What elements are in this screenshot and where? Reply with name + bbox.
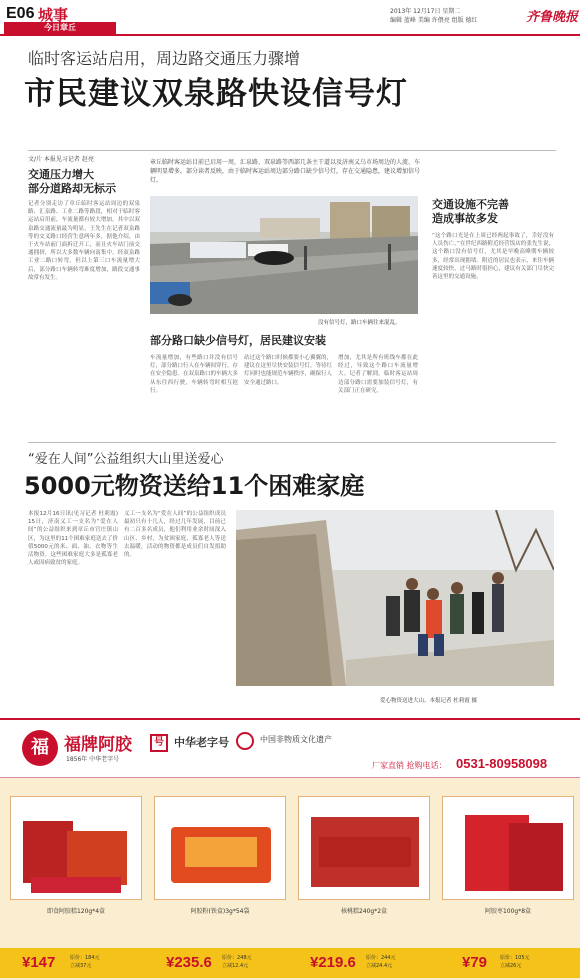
section-title: 城事 <box>38 6 69 24</box>
heritage-title: 中国非物质文化遗产 <box>260 735 332 744</box>
article1-column-4: 增加，尤其是所有班线车都在此经过，导致这个路口车流量增大。记者了解到，临时客运站周边部分路口需要加装信号灯，有关部门正在研究。 <box>338 355 418 394</box>
old-price: 原价：105元 <box>500 955 530 961</box>
page-number: E06 <box>6 5 35 22</box>
product-box-icon <box>11 797 142 900</box>
article2-column-1: 本报12月16日讯(见习记者 杜莉霞) 15日，济南义工一支名为“爱在人间”的公益组织来到章丘市官庄镇山区，为这里的11个困难家庭送去了价值5000元的米、面、油、衣物等生活物资。这些困难家庭大多是孤寡老人或因病致贫的家庭。 <box>28 511 118 567</box>
article2-kicker: “爱在人间”公益组织大山里送爱心 <box>28 452 224 467</box>
article2-column-2: 义工一支名为“爱在人间”的公益组织成员最初只有十几人，经过几年发展，目前已有二百多名成员，他们利用业余时间深入山区、乡村，为贫困家庭、孤寡老人等送去温暖，活动的物资都是成员们自发捐助的。 <box>124 511 226 559</box>
product-old-price-1 <box>70 954 100 970</box>
article1-column-3: 站过这个路口时候都要小心翼翼的，建议在这里尽快安装信号灯，等待红灯同时也能规范车辆秩序，确保行人安全通过路口。 <box>244 355 332 386</box>
product-gift-icon <box>299 797 430 900</box>
brand-subtitle: 1856年 中华老字号 <box>66 756 120 763</box>
divider <box>28 442 556 443</box>
issue-weekday: 星期二 <box>442 8 461 15</box>
article1-kicker: 临时客运站启用，周边路交通压力骤增 <box>28 49 301 68</box>
article1-subhead-1: 交通压力增大 部分道路却无标示 <box>28 168 116 195</box>
page-header <box>0 0 580 36</box>
brand-seal-icon: 福 <box>22 730 58 766</box>
product-price-4: ¥79 <box>462 954 488 971</box>
product-image-1 <box>10 796 142 900</box>
divider <box>28 150 556 151</box>
article2-headline: 5000元物资送给11个困难家庭 <box>24 472 365 500</box>
product-price-1: ¥147 <box>22 954 56 971</box>
product-old-price-3 <box>366 954 396 970</box>
article1-column-2: 车流量增加，有些路口并没有信号灯，部分路口行人在车辆间穿行，存在安全隐患。在双泉路口的车辆大多从东往西行驶，车辆转弯时相互抢行。 <box>150 355 238 394</box>
product-old-price-4 <box>500 954 530 970</box>
old-price: 原价：244元 <box>366 955 396 961</box>
article1-headline: 市民建议双泉路快设信号灯 <box>24 76 408 112</box>
hotline-label: 厂家直销 抢购电话： <box>372 761 447 770</box>
discount: 立减24.4元 <box>366 963 393 969</box>
product-bag-icon <box>443 797 574 900</box>
old-price: 原价：184元 <box>70 955 100 961</box>
laozihao-title: 中华老字号 <box>174 736 229 749</box>
volunteers-image <box>236 510 554 686</box>
advertisement <box>0 718 580 980</box>
issue-date: 2013年 12月17日 <box>390 8 441 15</box>
staff-credits: 编辑 蓝峰 美编 许偎亮 组版 德红 <box>390 17 478 24</box>
issue-meta <box>390 7 520 25</box>
product-old-price-2 <box>222 954 252 970</box>
newspaper-logo: 齐鲁晚报 <box>526 10 579 25</box>
article1-byline: 文/片 本报见习记者 赵亮 <box>28 156 94 163</box>
hotline-number: 0531-80958098 <box>456 756 548 771</box>
old-price: 原价：248元 <box>222 955 252 961</box>
heritage-logo-icon <box>236 732 254 750</box>
discount: 立减26元 <box>500 963 522 969</box>
article1-column-5: “这个路口光是在上周已经两起事故了，幸好没有人员伤亡。”在世纪西路附近经营饭店的张先生说，这个路口没有信号灯，尤其是早晚高峰期车辆较多，经常出现拥堵。附近的居民也表示，来往车辆速度较快，过马路时很担心，建议有关部门尽快完善这里的交通设施。 <box>432 233 554 281</box>
ad-header <box>0 720 580 778</box>
product-image-2 <box>154 796 286 900</box>
article1-lead: 章丘临时客运站目前已启用一周，汇泉路、双泉路等西部几条主干道以及济南义乌市场周边的人流、车辆明显增多，部分读者反映，由于临时客运站周边部分路口缺少信号灯，存在交通隐患，建议增加信号灯。 <box>150 159 420 184</box>
product-image-3 <box>298 796 430 900</box>
product-name-3: 核桃糕240g*2盒 <box>340 908 388 915</box>
heritage-mark-icon: 号 <box>150 734 168 752</box>
discount: 立减12.4元 <box>222 963 249 969</box>
article2-photo-caption: 爱心物资送进大山。本报记者 杜莉霞 摄 <box>380 698 477 704</box>
product-name-4: 阿胶枣100g*8盒 <box>484 908 532 915</box>
article1-photo <box>150 196 418 314</box>
discount: 立减37元 <box>70 963 92 969</box>
product-price-3: ¥219.6 <box>310 954 356 971</box>
brand-name: 福牌阿胶 <box>64 735 132 755</box>
article1-photo-caption: 没有信号灯，路口车辆往来混乱。 <box>318 320 401 326</box>
article1-subhead-2: 部分路口缺少信号灯，居民建议安装 <box>150 334 326 347</box>
product-tin-icon <box>155 797 286 900</box>
article1-column-1: 记者分别走访了章丘临时客运站周边的双泉路、汇泉路、工业二路等路段，相对于临时客运站启用前，车流量都有较大增加，其中以双泉路交通流量最为明显。王先生在记者双泉路等的交叉路口经营生意两年多，据他介绍，由于火车站前门面拆迁开工，而且火车站门前交通拥挤，所以大多数车辆向南集中，经双泉路工业二路口转弯，但以上第三口车流量增大后，部分路口车辆转弯难度增加，路段交通事故常有发生。 <box>28 201 140 281</box>
article2-photo <box>236 510 554 686</box>
street-scene-image <box>150 196 418 314</box>
product-price-2: ¥235.6 <box>166 954 212 971</box>
section-subtitle: 今日章丘 <box>44 23 76 32</box>
product-image-4 <box>442 796 574 900</box>
product-name-1: 即食阿胶糕120g*4盒 <box>46 908 106 915</box>
article1-subhead-3: 交通设施不完善 造成事故多发 <box>432 198 509 225</box>
product-name-2: 阿胶粉(铁盒)3g*54袋 <box>190 908 250 915</box>
